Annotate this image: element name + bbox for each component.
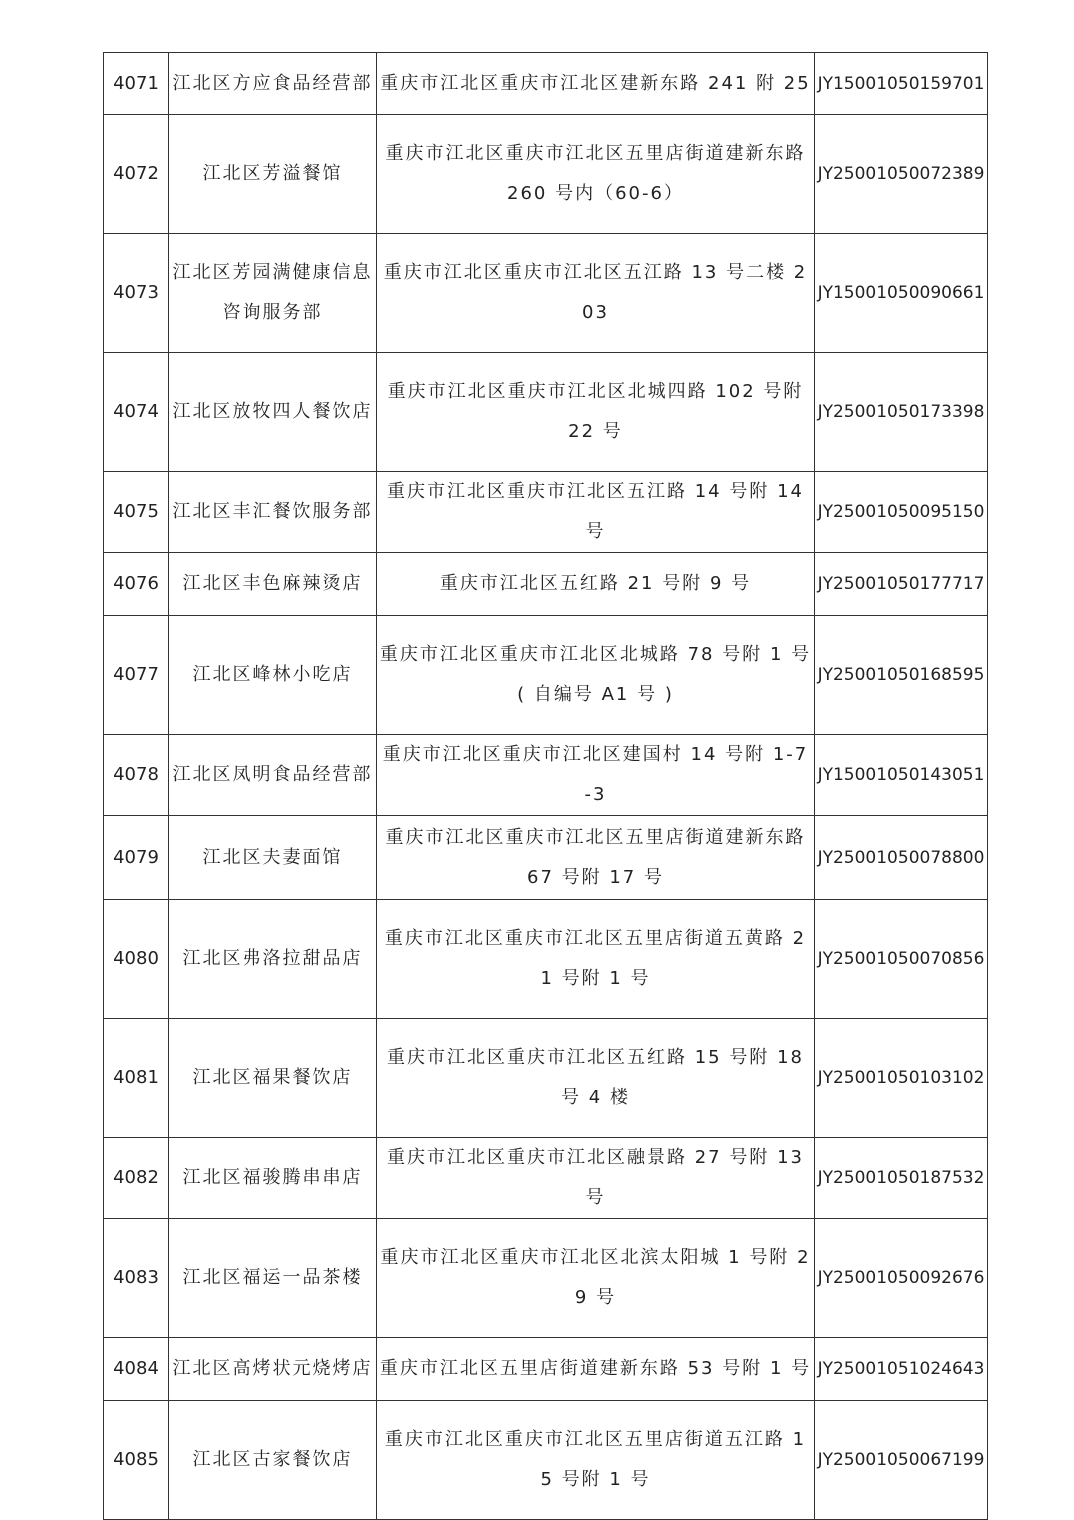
license-number: JY15001050143051 (817, 765, 985, 785)
table-row (104, 735, 988, 816)
business-address: 重庆市江北区重庆市江北区五江路 14 号附 14 号 (387, 481, 804, 542)
table-row (104, 900, 988, 1019)
business-name-cell (169, 353, 377, 472)
business-name-cell (169, 1338, 377, 1401)
business-name-cell (169, 1138, 377, 1219)
license-number-cell (815, 353, 988, 472)
license-number: JY25001050187532 (817, 1168, 985, 1188)
row-number-cell (104, 472, 169, 553)
license-number-cell (815, 1219, 988, 1338)
table-row (104, 1401, 988, 1520)
business-address: 重庆市江北区重庆市江北区北城路 78 号附 1 号( 自编号 A1 号 ) (379, 644, 812, 705)
business-name: 江北区方应食品经营部 (172, 72, 373, 94)
table-row (104, 1019, 988, 1138)
license-number: JY25001050095150 (817, 502, 985, 522)
business-name-cell (169, 616, 377, 735)
row-number-cell (104, 1019, 169, 1138)
table-row (104, 816, 988, 900)
business-address: 重庆市江北区重庆市江北区融景路 27 号附 13 号 (387, 1147, 804, 1208)
business-address: 重庆市江北区重庆市江北区北滨太阳城 1 号附 29 号 (380, 1247, 811, 1308)
license-number: JY25001050092676 (817, 1268, 985, 1288)
row-number-cell (104, 234, 169, 353)
row-number-cell (104, 353, 169, 472)
license-number: JY25001050177717 (817, 574, 985, 594)
business-address-cell (377, 1019, 815, 1138)
license-table (103, 52, 988, 1520)
row-number-cell (104, 53, 169, 115)
business-name-cell (169, 234, 377, 353)
business-address: 重庆市江北区重庆市江北区五红路 15 号附 18 号 4 楼 (387, 1047, 804, 1108)
business-address-cell (377, 816, 815, 900)
table-row (104, 1338, 988, 1401)
row-number: 4074 (113, 401, 159, 422)
row-number: 4076 (113, 573, 159, 594)
row-number-cell (104, 900, 169, 1019)
business-address-cell (377, 1138, 815, 1219)
license-number: JY15001050090661 (817, 283, 985, 303)
business-address: 重庆市江北区重庆市江北区北城四路 102 号附 22 号 (387, 381, 804, 442)
row-number-cell (104, 1219, 169, 1338)
license-number: JY25001050103102 (817, 1068, 985, 1088)
row-number: 4078 (113, 764, 159, 785)
business-address: 重庆市江北区五红路 21 号附 9 号 (439, 573, 752, 594)
business-address: 重庆市江北区重庆市江北区五江路 13 号二楼 203 (383, 262, 808, 323)
license-number-cell (815, 1138, 988, 1219)
business-name-cell (169, 115, 377, 234)
business-name: 江北区福骏腾串串店 (182, 1167, 363, 1188)
license-number: JY25001050168595 (817, 665, 985, 685)
business-name-cell (169, 472, 377, 553)
row-number: 4071 (113, 72, 159, 94)
business-address-cell (377, 900, 815, 1019)
business-name: 江北区放牧四人餐饮店 (172, 401, 373, 422)
row-number: 4081 (113, 1067, 159, 1088)
business-address: 重庆市江北区重庆市江北区建国村 14 号附 1-7-3 (382, 744, 809, 805)
business-name-cell (169, 900, 377, 1019)
license-number-cell (815, 1401, 988, 1520)
business-name: 江北区福果餐饮店 (192, 1067, 353, 1088)
business-address-cell (377, 1219, 815, 1338)
business-name-cell (169, 816, 377, 900)
row-number: 4077 (113, 664, 159, 685)
row-number-cell (104, 115, 169, 234)
business-address: 重庆市江北区重庆市江北区建新东路 241 附 25 (380, 72, 811, 94)
row-number: 4073 (113, 282, 159, 303)
license-number-cell (815, 735, 988, 816)
row-number-cell (104, 1138, 169, 1219)
license-number-cell (815, 53, 988, 115)
business-address-cell (377, 616, 815, 735)
business-address-cell (377, 53, 815, 115)
row-number-cell (104, 1338, 169, 1401)
business-name-cell (169, 1401, 377, 1520)
license-number-cell (815, 472, 988, 553)
row-number-cell (104, 1401, 169, 1520)
business-address-cell (377, 735, 815, 816)
row-number: 4082 (113, 1167, 159, 1188)
license-number: JY15001050159701 (817, 73, 985, 94)
table-row (104, 616, 988, 735)
business-name: 江北区芳溢餐馆 (202, 163, 343, 184)
business-name: 江北区丰汇餐饮服务部 (172, 501, 373, 522)
row-number: 4083 (113, 1267, 159, 1288)
business-name: 江北区峰林小吃店 (192, 664, 353, 685)
row-number: 4080 (113, 948, 159, 969)
table-row (104, 472, 988, 553)
license-number-cell (815, 616, 988, 735)
business-address-cell (377, 553, 815, 616)
license-table-body (104, 53, 988, 1520)
license-number-cell (815, 1338, 988, 1401)
license-number-cell (815, 115, 988, 234)
business-address-cell (377, 234, 815, 353)
business-name-cell (169, 553, 377, 616)
business-name-cell (169, 735, 377, 816)
row-number-cell (104, 616, 169, 735)
business-name-cell (169, 1219, 377, 1338)
row-number: 4072 (113, 163, 159, 184)
table-row (104, 1138, 988, 1219)
business-address: 重庆市江北区重庆市江北区五里店街道五江路 15 号附 1 号 (384, 1429, 807, 1490)
license-number: JY25001050067199 (817, 1450, 985, 1470)
license-number-cell (815, 1019, 988, 1138)
business-address: 重庆市江北区重庆市江北区五里店街道建新东路 67 号附 17 号 (385, 826, 806, 888)
business-name: 江北区古家餐饮店 (192, 1449, 353, 1470)
row-number: 4084 (113, 1358, 159, 1379)
business-address-cell (377, 472, 815, 553)
business-name: 江北区凤明食品经营部 (172, 764, 373, 785)
license-number: JY25001051024643 (817, 1359, 985, 1379)
row-number: 4085 (113, 1449, 159, 1470)
business-address: 重庆市江北区重庆市江北区五里店街道五黄路 21 号附 1 号 (384, 928, 807, 989)
license-number: JY25001050173398 (817, 402, 985, 422)
license-number: JY25001050078800 (817, 847, 985, 868)
business-address-cell (377, 1401, 815, 1520)
business-name: 江北区丰色麻辣烫店 (182, 573, 363, 594)
row-number-cell (104, 553, 169, 616)
business-name: 江北区夫妻面馆 (202, 846, 343, 868)
business-address-cell (377, 1338, 815, 1401)
license-number: JY25001050070856 (817, 949, 985, 969)
row-number-cell (104, 816, 169, 900)
business-address: 重庆市江北区五里店街道建新东路 53 号附 1 号 (379, 1358, 812, 1379)
table-row (104, 53, 988, 115)
business-address-cell (377, 353, 815, 472)
business-name-cell (169, 1019, 377, 1138)
table-row (104, 1219, 988, 1338)
license-number: JY25001050072389 (817, 164, 985, 184)
license-number-cell (815, 553, 988, 616)
table-row (104, 353, 988, 472)
row-number: 4075 (113, 501, 159, 522)
business-name: 江北区芳园满健康信息咨询服务部 (172, 262, 373, 323)
license-number-cell (815, 900, 988, 1019)
license-number-cell (815, 234, 988, 353)
business-name: 江北区高烤状元烧烤店 (172, 1358, 373, 1379)
table-row (104, 234, 988, 353)
row-number-cell (104, 735, 169, 816)
business-address: 重庆市江北区重庆市江北区五里店街道建新东路 260 号内（60-6） (385, 143, 806, 204)
row-number: 4079 (113, 846, 159, 868)
table-row (104, 115, 988, 234)
business-address-cell (377, 115, 815, 234)
table-row (104, 553, 988, 616)
business-name-cell (169, 53, 377, 115)
business-name: 江北区福运一品茶楼 (182, 1267, 363, 1288)
business-name: 江北区弗洛拉甜品店 (182, 948, 363, 969)
license-number-cell (815, 816, 988, 900)
